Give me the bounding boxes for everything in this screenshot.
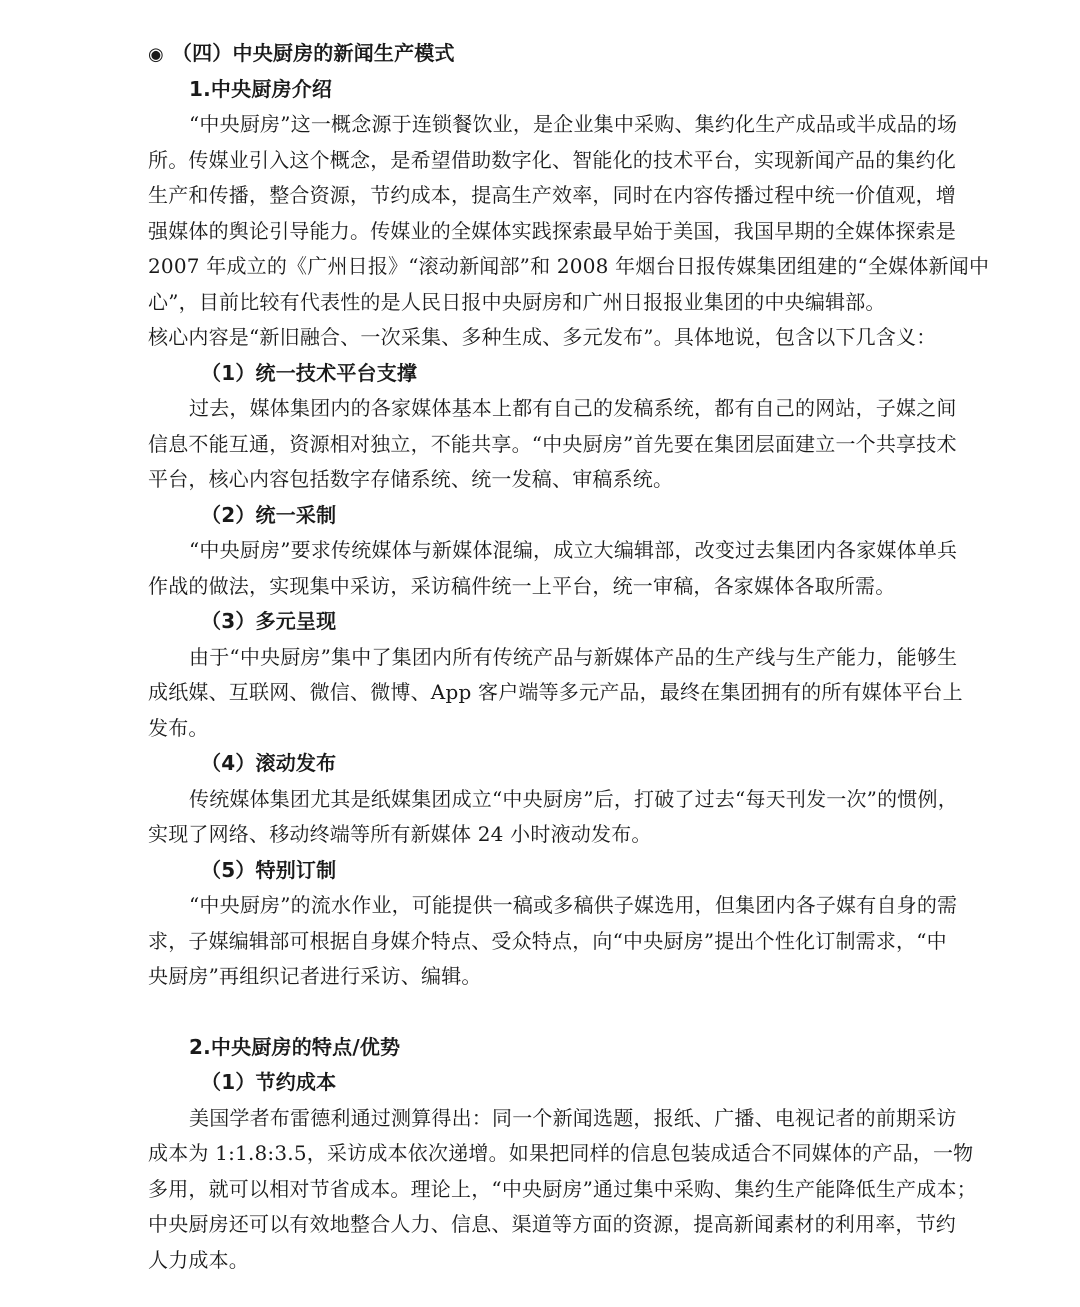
section-title (148, 36, 968, 72)
section-title-text: （四）中央厨房的新闻生产模式 (171, 41, 455, 65)
paragraph-line: 生产和传播，整合资源，节约成本，提高生产效率，同时在内容传播过程中统一价值观，增 (148, 183, 956, 207)
paragraph-line: 求，子媒编辑部可根据自身媒介特点、受众特点，向“中央厨房”提出个性化订制需求，“中 (148, 928, 947, 953)
paragraph-line: 平台，核心内容包括数字存储系统、统一发稿、审稿系统。 (148, 467, 674, 491)
paragraph-line: 实现了网络、移动终端等所有新媒体 24 小时液动发布。 (148, 822, 652, 846)
part1-heading: 1.中央厨房介绍 (189, 76, 333, 101)
core-content-line: 核心内容是“新旧融合、一次采集、多种生成、多元发布”。具体地说，包含以下几含义： (148, 325, 937, 349)
paragraph-line: 人力成本。 (148, 1247, 249, 1272)
paragraph-line: 作战的做法，实现集中采访，采访稿件统一上平台，统一审稿，各家媒体各取所需。 (148, 573, 896, 598)
paragraph-line: 美国学者布雷德利通过测算得出：同一个新闻选题，报纸、广播、电视记者的前期采访 (189, 1105, 957, 1130)
paragraph-line: 成本为 1:1.8:3.5，采访成本依次递增。如果把同样的信息包装成适合不同媒体的产品，一物 (148, 1141, 974, 1165)
part2-heading: 2.中央厨房的特点/优势 (189, 1034, 401, 1059)
paragraph-line: 成纸媒、互联网、微信、微博、App 客户端等多元产品，最终在集团拥有的所有媒体平台上 (148, 680, 963, 704)
paragraph-line: 所。传媒业引入这个概念，是希望借助数字化、智能化的技术平台，实现新闻产品的集约化 (148, 147, 956, 172)
item-title: （1）节约成本 (201, 1070, 337, 1094)
item-title: （4）滚动发布 (201, 751, 337, 775)
paragraph-line: “中央厨房”这一概念源于连锁餐饮业，是企业集中采购、集约化生产成品或半成品的场 (189, 112, 958, 136)
paragraph-line: 央厨房”再组织记者进行采访、编辑。 (148, 964, 482, 988)
paragraph-line: “中央厨房”要求传统媒体与新媒体混编，成立大编辑部，改变过去集团内各家媒体单兵 (189, 538, 958, 562)
paragraph-line: 发布。 (148, 715, 209, 740)
paragraph-line: 信息不能互通，资源相对独立，不能共享。“中央厨房”首先要在集团层面建立一个共享技术 (148, 431, 957, 456)
item-title: （5）特别订制 (201, 857, 337, 882)
paragraph-line: 心”，目前比较有代表性的是人民日报中央厨房和广州日报报业集团的中央编辑部。 (148, 289, 886, 314)
paragraph-line: 传统媒体集团尤其是纸媒集团成立“中央厨房”后，打破了过去“每天刊发一次”的惯例， (189, 786, 958, 811)
item-title: （3）多元呈现 (201, 609, 337, 633)
section-spacer (148, 995, 968, 1030)
paragraph-line: 多用，就可以相对节省成本。理论上，“中央厨房”通过集中采购、集约生产能降低生产成本； (148, 1176, 977, 1201)
part1-intro-paragraph (148, 107, 990, 320)
paragraph-line: 2007 年成立的《广州日报》“滚动新闻部”和 2008 年烟台日报传媒集团组建的“全媒体新闻中 (148, 254, 990, 278)
document-page (148, 36, 990, 1278)
paragraph-line: 中央厨房还可以有效地整合人力、信息、渠道等方面的资源，提高新闻素材的利用率，节约 (148, 1212, 956, 1236)
paragraph-line: 强媒体的舆论引导能力。传媒业的全媒体实践探索最早始于美国，我国早期的全媒体探索是 (148, 218, 956, 243)
paragraph-line: “中央厨房”的流水作业，可能提供一稿或多稿供子媒选用，但集团内各子媒有自身的需 (189, 893, 958, 917)
item-title: （2）统一采制 (201, 502, 337, 527)
bullet-icon: ◉ (148, 44, 164, 65)
paragraph-line: 由于“中央厨房”集中了集团内所有传统产品与新媒体产品的生产线与生产能力，能够生 (189, 644, 958, 669)
item-title: （1）统一技术平台支撑 (201, 360, 418, 385)
paragraph-line: 过去，媒体集团内的各家媒体基本上都有自己的发稿系统，都有自己的网站，子媒之间 (189, 396, 957, 420)
